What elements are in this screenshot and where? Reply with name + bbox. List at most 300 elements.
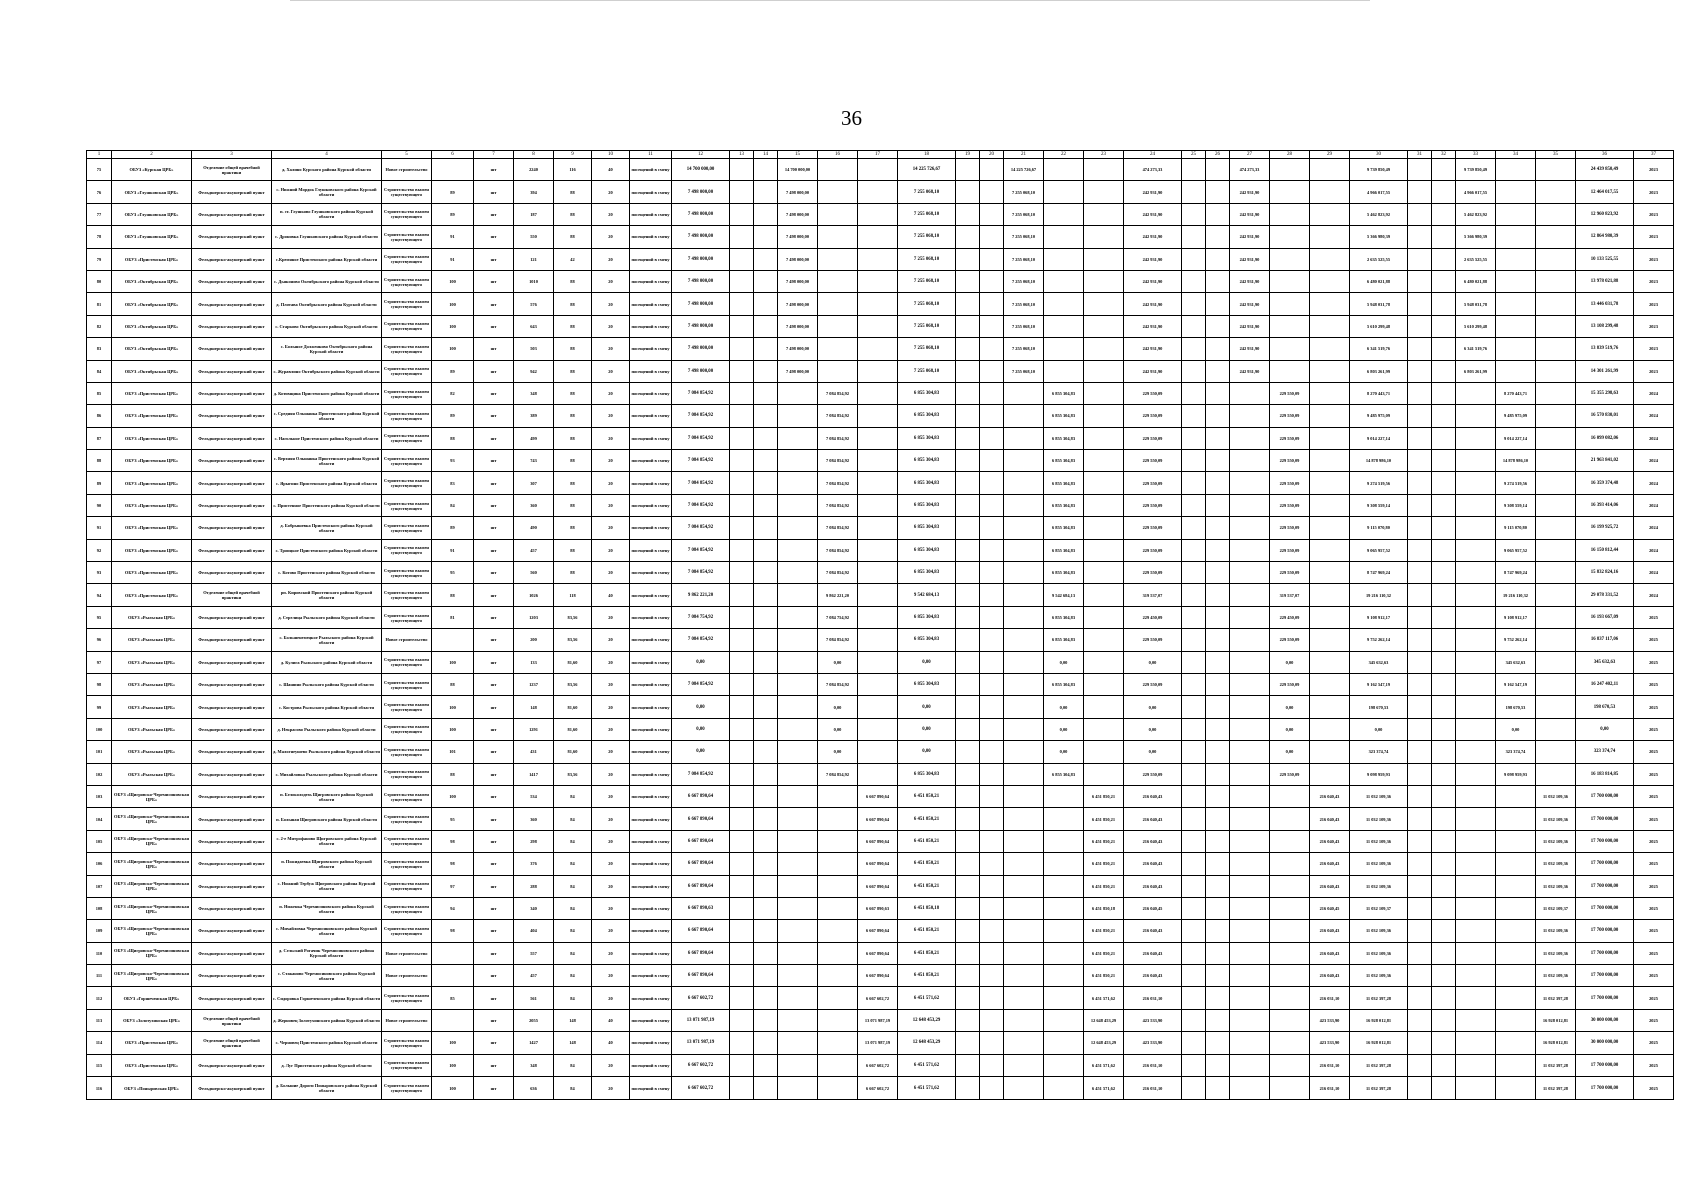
table-cell — [1536, 450, 1576, 472]
table-cell: 5 610 299,48 — [1456, 315, 1496, 337]
table-cell: 88 — [554, 338, 592, 360]
table-cell: 0,00 — [1044, 718, 1084, 740]
table-cell: 17 700 000,00 — [1576, 853, 1634, 875]
table-cell: д. Жерновец Золотухинского района Курской области — [272, 1009, 382, 1031]
table-cell: 89 — [432, 405, 474, 427]
table-cell — [730, 226, 754, 248]
table-cell — [1432, 741, 1456, 763]
table-cell: 7 498 000,00 — [672, 203, 730, 225]
table-cell — [1206, 897, 1230, 919]
table-cell — [778, 920, 818, 942]
table-cell: Фельдшерско-акушерский пункт — [192, 606, 272, 628]
table-cell — [754, 382, 778, 404]
table-cell: 242 931,90 — [1124, 360, 1182, 382]
table-cell: 11 032 397,28 — [1536, 1077, 1576, 1100]
table-cell: 5 462 823,92 — [1456, 203, 1496, 225]
table-row — [87, 741, 1674, 763]
table-cell: 242 931,90 — [1124, 203, 1182, 225]
table-cell: 16 359 374,48 — [1576, 472, 1634, 494]
table-cell: 116 — [87, 1077, 112, 1100]
table-cell — [1536, 584, 1576, 606]
table-cell: 20 — [592, 830, 630, 852]
table-cell: ОБУЗ «Щигровско-Черемисиновская ЦРБ» — [112, 897, 192, 919]
table-cell — [778, 517, 818, 539]
table-cell: 13 978 021,88 — [1576, 270, 1634, 292]
table-cell — [1496, 987, 1536, 1009]
table-cell: 0,00 — [1270, 718, 1310, 740]
table-cell: 17 700 000,00 — [1576, 897, 1634, 919]
table-cell — [858, 741, 898, 763]
table-cell: 216 040,43 — [1124, 808, 1182, 830]
table-cell — [1084, 472, 1124, 494]
table-cell: 89 — [432, 517, 474, 539]
table-cell — [778, 539, 818, 561]
table-cell — [754, 853, 778, 875]
table-cell: 2025 — [1634, 785, 1674, 807]
table-cell: с. Михайловка Рыльского района Курской области — [272, 763, 382, 785]
table-cell — [1206, 785, 1230, 807]
table-cell — [1182, 562, 1206, 584]
table-cell: 95 — [432, 562, 474, 584]
table-cell — [1536, 562, 1576, 584]
table-row — [87, 965, 1674, 987]
table-cell: 6 855 304,83 — [1044, 763, 1084, 785]
table-cell — [980, 718, 1004, 740]
table-cell: 0,00 — [1270, 741, 1310, 763]
table-cell: 6 855 304,83 — [898, 606, 956, 628]
table-cell — [730, 897, 754, 919]
table-row — [87, 763, 1674, 785]
table-cell: 9 098 959,93 — [1496, 763, 1536, 785]
table-cell: шт — [474, 763, 514, 785]
table-cell: Строительство взамен существующего — [382, 315, 432, 337]
table-cell — [1432, 584, 1456, 606]
table-cell — [754, 517, 778, 539]
table-cell: 8 747 969,24 — [1496, 562, 1536, 584]
table-cell — [1230, 494, 1270, 516]
table-cell: 198 670,53 — [1576, 696, 1634, 718]
table-cell: Строительство взамен существующего — [382, 606, 432, 628]
table-cell: Фельдшерско-акушерский пункт — [192, 248, 272, 270]
table-cell — [1310, 651, 1350, 673]
table-cell: 4 966 017,55 — [1456, 181, 1496, 203]
table-cell: 2025 — [1634, 1009, 1674, 1031]
table-cell: 2023 — [1634, 226, 1674, 248]
table-cell — [730, 808, 754, 830]
table-cell: 6 855 304,83 — [1044, 629, 1084, 651]
table-cell — [1004, 472, 1044, 494]
table-cell: Фельдшерско-акушерский пункт — [192, 450, 272, 472]
table-cell: шт — [474, 606, 514, 628]
table-cell: 643 — [514, 315, 554, 337]
table-cell — [858, 427, 898, 449]
table-cell — [1536, 472, 1576, 494]
table-cell — [1004, 382, 1044, 404]
table-cell — [858, 539, 898, 561]
table-cell: 20 — [592, 987, 630, 1009]
table-cell: 94 — [87, 584, 112, 606]
table-cell: 101 — [432, 741, 474, 763]
table-cell — [956, 965, 980, 987]
table-cell — [1044, 315, 1084, 337]
table-cell — [1432, 875, 1456, 897]
table-row — [87, 382, 1674, 404]
table-cell: шт — [474, 293, 514, 315]
table-cell: 133 — [514, 651, 554, 673]
table-cell — [754, 293, 778, 315]
table-cell: 7 255 068,10 — [898, 293, 956, 315]
table-cell: ОБУЗ «Октябрьская ЦРБ» — [112, 360, 192, 382]
table-cell: 40 — [592, 584, 630, 606]
table-cell — [730, 696, 754, 718]
table-cell: 9 752 262,14 — [1350, 629, 1408, 651]
table-cell: 14 225 726,67 — [898, 159, 956, 181]
table-cell: 17 700 000,00 — [1576, 808, 1634, 830]
table-cell — [980, 651, 1004, 673]
table-cell: 6 667 890,64 — [672, 785, 730, 807]
table-cell — [778, 897, 818, 919]
table-cell — [1044, 875, 1084, 897]
table-cell: 229 550,09 — [1124, 427, 1182, 449]
table-cell: 148 — [514, 696, 554, 718]
table-cell: 229 550,09 — [1124, 405, 1182, 427]
table-cell: 216 040,43 — [1310, 808, 1350, 830]
column-number-cell: 15 — [778, 151, 818, 159]
table-cell — [1206, 808, 1230, 830]
table-cell — [1004, 1077, 1044, 1100]
table-cell — [1432, 159, 1456, 181]
table-cell: 98 — [432, 853, 474, 875]
table-cell: с. Шашино Рыльского района Курской области — [272, 673, 382, 695]
table-cell: посещений в смену — [630, 1077, 672, 1100]
table-cell — [1084, 629, 1124, 651]
table-row — [87, 673, 1674, 695]
table-cell: 11 032 109,37 — [1350, 897, 1408, 919]
table-cell — [1230, 651, 1270, 673]
table-cell: 561 — [514, 987, 554, 1009]
table-cell: 20 — [592, 763, 630, 785]
table-cell — [1084, 226, 1124, 248]
table-cell: шт — [474, 405, 514, 427]
table-cell: 6 855 304,83 — [898, 629, 956, 651]
table-cell — [1182, 629, 1206, 651]
table-cell: 2025 — [1634, 965, 1674, 987]
table-cell — [730, 853, 754, 875]
column-number-cell: 35 — [1536, 151, 1576, 159]
table-cell — [980, 427, 1004, 449]
table-cell — [1310, 539, 1350, 561]
table-cell — [956, 1077, 980, 1100]
table-cell — [858, 315, 898, 337]
table-cell — [1084, 673, 1124, 695]
table-cell — [1408, 830, 1432, 852]
table-cell: 216 040,43 — [1310, 830, 1350, 852]
table-cell: 6 855 304,83 — [1044, 494, 1084, 516]
table-cell — [980, 853, 1004, 875]
table-cell — [1310, 562, 1350, 584]
table-cell: шт — [474, 808, 514, 830]
table-cell: 7 255 068,10 — [1004, 315, 1044, 337]
table-cell — [1456, 606, 1496, 628]
table-cell: Строительство взамен существующего — [382, 360, 432, 382]
table-cell — [1496, 897, 1536, 919]
table-cell: Фельдшерско-акушерский пункт — [192, 763, 272, 785]
table-cell: 389 — [514, 405, 554, 427]
table-cell: 6 451 850,18 — [1084, 897, 1124, 919]
table-cell — [1536, 696, 1576, 718]
table-cell — [1084, 494, 1124, 516]
table-cell — [1230, 897, 1270, 919]
table-cell: 95 — [432, 808, 474, 830]
table-cell: 30 000 000,00 — [1576, 1032, 1634, 1054]
table-cell: с. Большое Долженково Октябрьского района Курской области — [272, 338, 382, 360]
table-cell — [1456, 965, 1496, 987]
table-cell: шт — [474, 427, 514, 449]
table-cell: 216 031,10 — [1124, 1077, 1182, 1100]
table-cell: 9 115 070,80 — [1496, 517, 1536, 539]
table-cell — [1182, 203, 1206, 225]
table-cell — [980, 405, 1004, 427]
table-cell: 6 855 304,83 — [1044, 562, 1084, 584]
table-cell — [1206, 494, 1230, 516]
table-cell — [1206, 293, 1230, 315]
table-cell — [730, 763, 754, 785]
table-cell — [1310, 427, 1350, 449]
table-cell — [1084, 539, 1124, 561]
table-cell — [1084, 270, 1124, 292]
table-cell — [1206, 853, 1230, 875]
table-cell: 0,00 — [818, 696, 858, 718]
table-cell: 7 498 000,00 — [672, 315, 730, 337]
table-cell: 109 — [87, 920, 112, 942]
table-cell: 88 — [554, 450, 592, 472]
table-cell: 92 — [87, 539, 112, 561]
table-cell: шт — [474, 360, 514, 382]
table-cell: 216 040,43 — [1310, 853, 1350, 875]
table-cell — [1270, 248, 1310, 270]
table-cell: 20 — [592, 360, 630, 382]
table-cell — [1456, 920, 1496, 942]
table-cell — [1230, 517, 1270, 539]
table-cell: Строительство взамен существующего — [382, 405, 432, 427]
table-cell: 9 485 975,09 — [1496, 405, 1536, 427]
table-cell: 2024 — [1634, 405, 1674, 427]
table-cell: ОБУЗ «Глушковская ЦРБ» — [112, 226, 192, 248]
table-cell: 0,00 — [1496, 718, 1536, 740]
table-cell: 17 700 000,00 — [1576, 987, 1634, 1009]
table-cell — [1536, 270, 1576, 292]
table-cell — [1496, 203, 1536, 225]
table-cell — [754, 808, 778, 830]
table-cell — [1084, 718, 1124, 740]
table-cell — [1084, 427, 1124, 449]
table-cell — [1408, 494, 1432, 516]
table-cell: 118 — [554, 584, 592, 606]
table-cell — [730, 1009, 754, 1031]
table-cell: 2023 — [1634, 248, 1674, 270]
table-cell: 100 — [432, 293, 474, 315]
table-cell: 345 632,63 — [1576, 651, 1634, 673]
table-cell — [956, 1054, 980, 1076]
table-cell — [1182, 338, 1206, 360]
table-cell: посещений в смену — [630, 942, 672, 964]
table-cell — [956, 181, 980, 203]
table-cell: 9 308 559,14 — [1350, 494, 1408, 516]
table-cell: 16 199 925,72 — [1576, 517, 1634, 539]
table-cell: 105 — [87, 830, 112, 852]
table-cell: 7 084 854,92 — [818, 562, 858, 584]
table-cell: 6 451 571,62 — [1084, 1077, 1124, 1100]
table-cell: с. Котово Пристенского района Курской области — [272, 562, 382, 584]
table-cell: 100 — [432, 270, 474, 292]
table-cell: Фельдшерско-акушерский пункт — [192, 875, 272, 897]
table-cell — [1456, 942, 1496, 964]
table-cell: 345 632,63 — [1350, 651, 1408, 673]
table-cell: д. Бобрышевка Пристенского района Курской области — [272, 517, 382, 539]
table-cell: 14 878 986,10 — [1496, 450, 1536, 472]
table-cell: 5 366 980,39 — [1350, 226, 1408, 248]
table-cell — [730, 673, 754, 695]
table-cell: Строительство взамен существующего — [382, 673, 432, 695]
table-cell: 6 667 890,64 — [672, 942, 730, 964]
table-cell: 200 — [514, 629, 554, 651]
table-cell: Строительство взамен существующего — [382, 293, 432, 315]
table-cell — [730, 830, 754, 852]
table-cell: 84 — [554, 853, 592, 875]
table-cell — [1456, 763, 1496, 785]
table-cell: 2 635 525,55 — [1456, 248, 1496, 270]
table-cell: посещений в смену — [630, 405, 672, 427]
table-cell — [980, 763, 1004, 785]
table-cell: 93 — [87, 562, 112, 584]
table-cell — [1270, 785, 1310, 807]
table-cell — [1432, 606, 1456, 628]
table-cell: ОБУЗ «Рыльская ЦРБ» — [112, 651, 192, 673]
table-cell — [1004, 808, 1044, 830]
table-cell: 79 — [87, 248, 112, 270]
table-cell — [1004, 942, 1044, 964]
table-cell: 229 550,09 — [1270, 673, 1310, 695]
table-cell: 198 670,53 — [1496, 696, 1536, 718]
table-cell — [1004, 629, 1044, 651]
table-cell: 242 931,90 — [1230, 360, 1270, 382]
table-cell: п. ст. Глушково Глушковского района Курской области — [272, 203, 382, 225]
table-cell: 6 803 261,99 — [1456, 360, 1496, 382]
table-cell: Фельдшерско-акушерский пункт — [192, 718, 272, 740]
table-cell: с. Верхняя Ольшанка Пристенского района Курской области — [272, 450, 382, 472]
table-cell — [818, 785, 858, 807]
table-cell: 6 451 850,21 — [1084, 875, 1124, 897]
table-cell: 11 032 397,28 — [1536, 987, 1576, 1009]
table-cell — [1496, 1009, 1536, 1031]
table-cell: 7 498 000,00 — [778, 270, 818, 292]
table-cell: посещений в смену — [630, 897, 672, 919]
table-row — [87, 875, 1674, 897]
table-cell: 6 667 890,64 — [858, 853, 898, 875]
column-number-cell: 9 — [554, 151, 592, 159]
table-cell — [980, 1009, 1004, 1031]
table-cell: 9 098 959,93 — [1350, 763, 1408, 785]
table-cell — [956, 226, 980, 248]
table-cell: Фельдшерско-акушерский пункт — [192, 942, 272, 964]
table-cell: 6 451 850,21 — [1084, 785, 1124, 807]
table-cell — [1496, 830, 1536, 852]
table-cell: 216 031,10 — [1124, 1054, 1182, 1076]
table-cell — [1536, 382, 1576, 404]
table-cell: ОБУЗ «Пристенская ЦРБ» — [112, 248, 192, 270]
table-cell — [1456, 853, 1496, 875]
table-cell: 6 667 890,64 — [672, 853, 730, 875]
table-cell: Строительство взамен существующего — [382, 427, 432, 449]
table-cell — [1456, 808, 1496, 830]
table-cell: посещений в смену — [630, 651, 672, 673]
table-cell: Фельдшерско-акушерский пункт — [192, 293, 272, 315]
table-cell: 1427 — [514, 1032, 554, 1054]
table-cell — [1536, 338, 1576, 360]
column-number-cell: 17 — [858, 151, 898, 159]
table-cell — [754, 696, 778, 718]
table-cell — [778, 584, 818, 606]
table-cell: 0,00 — [1270, 651, 1310, 673]
table-cell: 16 837 117,06 — [1576, 629, 1634, 651]
table-cell: 319 537,07 — [1124, 584, 1182, 606]
table-cell: шт — [474, 1054, 514, 1076]
table-cell — [1432, 920, 1456, 942]
table-cell: Фельдшерско-акушерский пункт — [192, 382, 272, 404]
table-cell: 7 498 000,00 — [672, 338, 730, 360]
table-cell: 423 533,90 — [1310, 1032, 1350, 1054]
table-cell — [730, 785, 754, 807]
table-cell: 423 533,90 — [1124, 1032, 1182, 1054]
table-cell: посещений в смену — [630, 629, 672, 651]
table-cell — [1206, 226, 1230, 248]
table-cell: 6 855 304,83 — [898, 427, 956, 449]
table-cell: Новое строительство — [382, 942, 432, 964]
table-cell — [1408, 606, 1432, 628]
table-cell: 88 — [554, 405, 592, 427]
table-cell: 13 071 987,19 — [672, 1009, 730, 1031]
table-cell: с. Старково Октябрьского района Курской области — [272, 315, 382, 337]
table-cell — [980, 808, 1004, 830]
table-cell: 21 963 841,02 — [1576, 450, 1634, 472]
table-cell: посещений в смену — [630, 987, 672, 1009]
table-cell — [1044, 853, 1084, 875]
table-cell: посещений в смену — [630, 472, 672, 494]
table-cell: 187 — [514, 203, 554, 225]
table-cell: 83,56 — [554, 606, 592, 628]
table-cell — [1182, 472, 1206, 494]
table-cell — [858, 270, 898, 292]
table-cell: 11 032 109,37 — [1536, 897, 1576, 919]
table-cell: 88 — [554, 270, 592, 292]
table-cell: 7 084 754,92 — [818, 606, 858, 628]
table-cell: 216 040,43 — [1124, 853, 1182, 875]
table-cell — [980, 1054, 1004, 1076]
table-cell: с. Нагольное Пристенского района Курской области — [272, 427, 382, 449]
table-cell — [858, 562, 898, 584]
table-cell: ОБУЗ «Щигровско-Черемисиновская ЦРБ» — [112, 942, 192, 964]
table-cell: 84 — [554, 897, 592, 919]
table-cell: 8 270 443,71 — [1496, 382, 1536, 404]
table-cell: 242 931,90 — [1124, 248, 1182, 270]
table-cell — [1270, 203, 1310, 225]
table-cell: 345 632,63 — [1496, 651, 1536, 673]
table-cell — [1456, 1032, 1496, 1054]
table-cell: 229 550,09 — [1124, 629, 1182, 651]
table-cell: 216 031,10 — [1124, 987, 1182, 1009]
table-cell — [1432, 785, 1456, 807]
table-cell: 576 — [514, 293, 554, 315]
